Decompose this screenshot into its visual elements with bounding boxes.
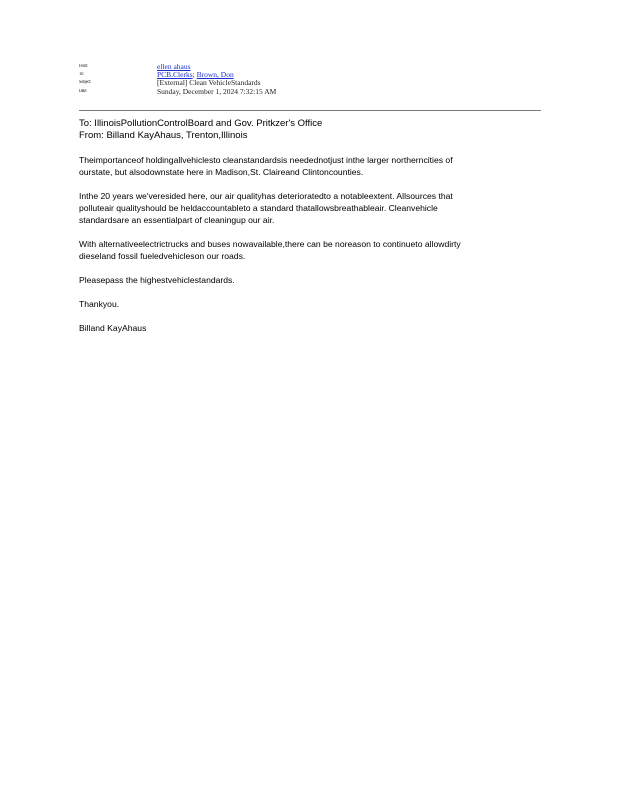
subject-label: Subject: [79,80,92,86]
recipient-link-brown[interactable]: Brown, Don [196,69,234,79]
letter-body [79,118,549,334]
paragraph-3-line-1: With alternativeelectrictrucks and buses nowavailable,there can be noreason to continueto allowdirty [79,239,461,249]
paragraph-2-line-1: Inthe 20 years we'veresided here, our air qualityhas deterioratedto a notableextent. Allsources that [79,191,453,201]
to-row [79,70,541,78]
paragraph-2-line-2: polluteair qualityshould be heldaccountableto a standard thatallowsbreathableair. Cleanvehicle [79,203,438,213]
paragraph-4: Pleasepass the highestvehiclestandards. [79,275,235,285]
paragraph-3-line-2: dieseland fossil fueledvehicleson our roads. [79,251,246,261]
recipient-link-clerks[interactable]: PCB.Clerks [157,69,193,79]
date-row [79,87,541,95]
date-value: Sunday, December 1, 2024 7:32:15 AM [157,86,277,96]
letter-to-line: To: IllinoisPollutionControlBoard and Gov. Pritkzer's Office [79,118,323,129]
paragraph-2-line-3: standardsare an essentialpart of cleaningup our air. [79,215,275,225]
from-row [79,62,541,70]
email-header [79,62,541,95]
from-label: From: [79,63,89,69]
date-label: Date: [79,88,88,94]
signature-line: Billand KayAhaus [79,323,147,333]
paragraph-1-line-1: Theimportanceof holdingallvehiclesto cleanstandardsis needednotjust inthe larger northerncities of [79,155,453,165]
paragraph-1-line-2: ourstate, but alsodownstate here in Madison,St. Claireand Clintoncounties. [79,167,364,177]
letter-from-line: From: Billand KayAhaus, Trenton,Illinois [79,130,248,141]
sender-link[interactable]: ellen ahaus [157,61,191,71]
subject-row [79,79,541,87]
recipient-separator: ; [192,69,195,79]
subject-value: [External] Clean VehicleStandards [157,78,261,88]
header-divider [79,110,541,111]
closing-line: Thankyou. [79,299,120,309]
to-label: To: [79,71,84,77]
